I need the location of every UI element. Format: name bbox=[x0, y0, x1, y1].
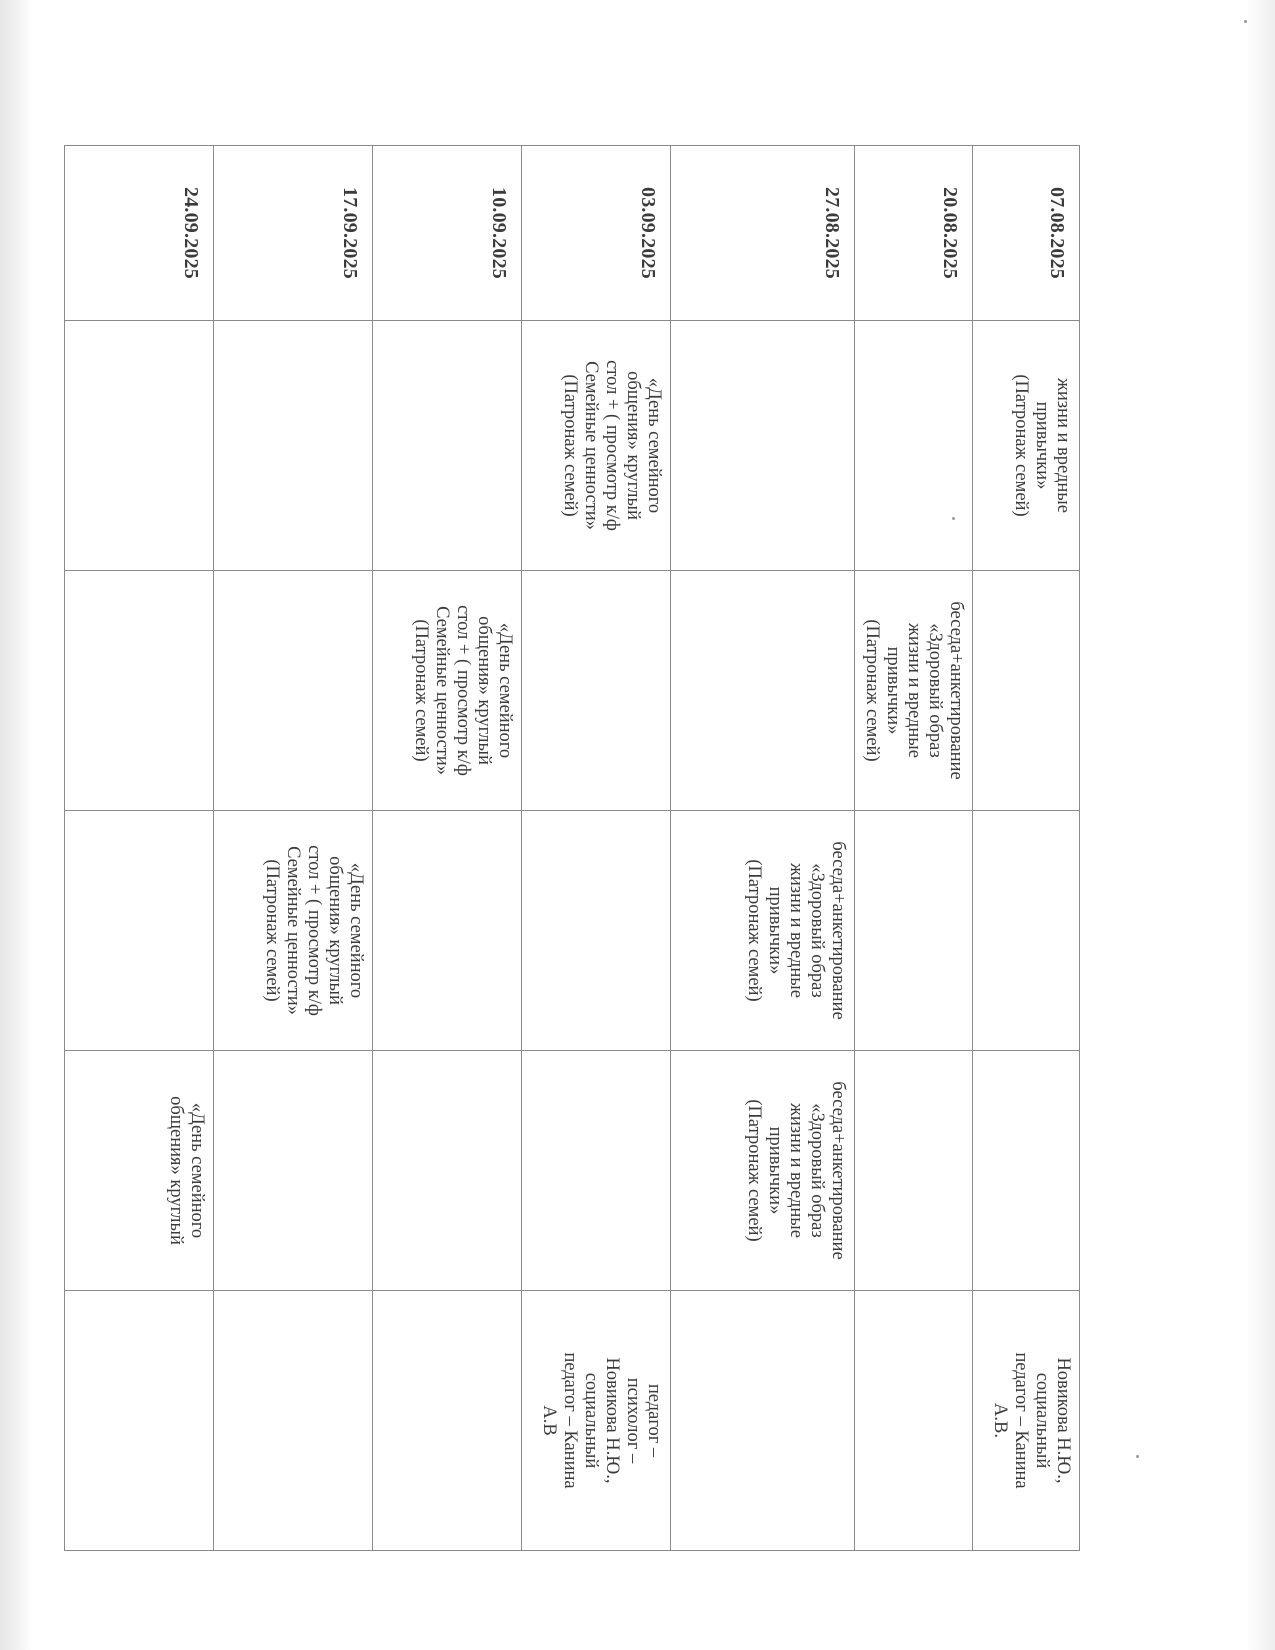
table-row bbox=[973, 146, 1080, 1551]
event-cell bbox=[522, 571, 671, 811]
event-cell: беседа+анкетирование «Здоровый образ жизни и вредные привычки» (Патронаж семей) bbox=[855, 571, 973, 811]
event-cell bbox=[214, 1051, 373, 1291]
table-row bbox=[214, 146, 373, 1551]
date-cell: 27.08.2025 bbox=[671, 146, 855, 321]
event-cell bbox=[65, 571, 214, 811]
responsible-cell bbox=[214, 1291, 373, 1551]
event-cell bbox=[671, 571, 855, 811]
event-cell bbox=[65, 811, 214, 1051]
table-row bbox=[373, 146, 522, 1551]
event-cell bbox=[973, 811, 1080, 1051]
event-cell: жизни и вредные привычки» (Патронаж семей) bbox=[973, 321, 1080, 571]
event-cell bbox=[973, 571, 1080, 811]
scan-speck bbox=[1244, 20, 1247, 23]
event-cell bbox=[214, 321, 373, 571]
event-cell: беседа+анкетирование «Здоровый образ жизни и вредные привычки» (Патронаж семей) bbox=[671, 811, 855, 1051]
date-cell: 24.09.2025 bbox=[65, 146, 214, 321]
event-cell: «День семейного общения» круглый стол + ( просмотр к/ф Семейные ценности» (Патронаж семей) bbox=[373, 571, 522, 811]
date-cell: 03.09.2025 bbox=[522, 146, 671, 321]
event-cell: «День семейного общения» круглый стол + ( просмотр к/ф Семейные ценности» (Патронаж семей) bbox=[522, 321, 671, 571]
responsible-cell: педагог – психолог – Новикова Н.Ю., социальный педагог – Канина А.В bbox=[522, 1291, 671, 1551]
scan-left-edge-shadow bbox=[0, 0, 34, 1650]
event-cell bbox=[855, 811, 973, 1051]
date-cell: 17.09.2025 bbox=[214, 146, 373, 321]
date-cell: 07.08.2025 bbox=[973, 146, 1080, 321]
schedule-table-rotated bbox=[130, 145, 1080, 1550]
event-cell bbox=[214, 571, 373, 811]
event-cell bbox=[522, 811, 671, 1051]
event-cell bbox=[973, 1051, 1080, 1291]
responsible-cell bbox=[373, 1291, 522, 1551]
event-cell: беседа+анкетирование «Здоровый образ жизни и вредные привычки» (Патронаж семей) bbox=[671, 1051, 855, 1291]
table-row bbox=[65, 146, 214, 1551]
event-cell: «День семейного общения» круглый bbox=[65, 1051, 214, 1291]
event-cell bbox=[855, 321, 973, 571]
table-row bbox=[855, 146, 973, 1551]
responsible-cell: Новикова Н.Ю., социальный педагог – Канина А.В. bbox=[973, 1291, 1080, 1551]
table-row bbox=[671, 146, 855, 1551]
event-cell bbox=[373, 811, 522, 1051]
scan-right-edge bbox=[1245, 0, 1275, 1650]
event-cell bbox=[373, 1051, 522, 1291]
scan-speck bbox=[952, 517, 955, 520]
table-row bbox=[522, 146, 671, 1551]
event-cell: «День семейного общения» круглый стол + ( просмотр к/ф Семейные ценности» (Патронаж семей) bbox=[214, 811, 373, 1051]
schedule-table bbox=[64, 145, 1080, 1551]
event-cell bbox=[671, 321, 855, 571]
event-cell bbox=[373, 321, 522, 571]
date-cell: 20.08.2025 bbox=[855, 146, 973, 321]
event-cell bbox=[65, 321, 214, 571]
date-cell: 10.09.2025 bbox=[373, 146, 522, 321]
event-cell bbox=[522, 1051, 671, 1291]
scan-speck bbox=[1136, 1455, 1139, 1458]
event-cell bbox=[855, 1051, 973, 1291]
responsible-cell bbox=[671, 1291, 855, 1551]
responsible-cell bbox=[855, 1291, 973, 1551]
responsible-cell bbox=[65, 1291, 214, 1551]
